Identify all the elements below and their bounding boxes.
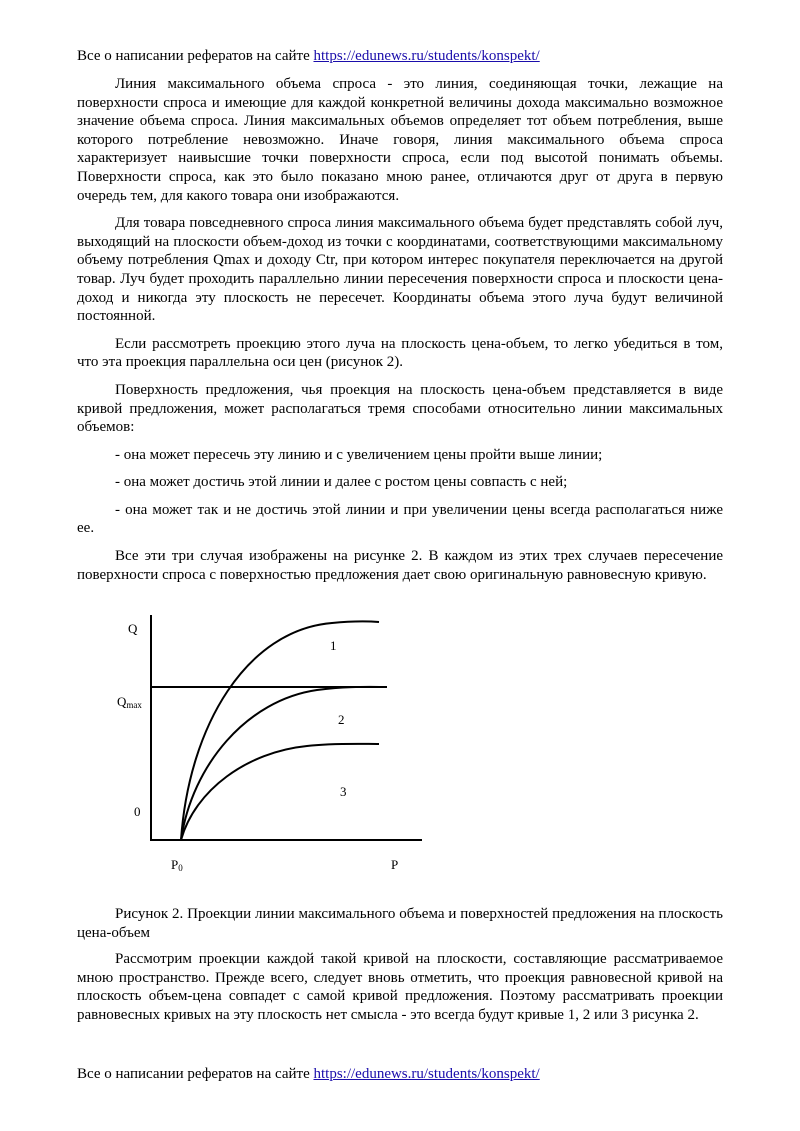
paragraph-supply-surface: Поверхность предложения, чья проекция на плоскость цена-объем представляется в виде кривой предложения, может располагаться тремя способами относительно линии максимальных объемов: (77, 381, 723, 436)
list-item: - она может пересечь эту линию и с увеличением цены пройти выше линии; (115, 446, 603, 463)
x-axis-label: P (391, 857, 399, 872)
document-body (77, 75, 723, 593)
supply-curve-3 (181, 744, 379, 840)
supply-curve-1 (181, 621, 379, 840)
list-item: - она может так и не достичь этой линии и при увеличении цены всегда располагаться ниже ее. (77, 501, 723, 537)
paragraph-three-cases: Все эти три случая изображены на рисунке 2. В каждом из этих трех случаев пересечение поверхности спроса с поверхностью предложения дает свою оригинальную равновесную кривую. (77, 548, 723, 583)
header-text: Все о написании рефератов на сайте (77, 48, 314, 64)
curve-label-2: 2 (338, 712, 345, 727)
footer-text: Все о написании рефератов на сайте (77, 1066, 314, 1082)
paragraph-daily-goods: Для товара повседневного спроса линия максимального объема будет представлять собой луч, выходящий на плоскости объем-доход из точки с координатами, соответствующими максимальному объему потребления Qmax и доходу Ctr, при котором интерес покупателя переключается на другой товар. Луч будет проходить параллельно линии пересечения поверхности спроса и плоскости цена-доход и никогда эту плоскость не пересечет. Координаты объема этого луча будут величиной постоянной. (77, 215, 723, 325)
document-tail (77, 950, 723, 1024)
paragraph-projection: Если рассмотреть проекцию этого луча на плоскость цена-объем, то легко убедиться в том, что эта проекция параллельна оси цен (рисунок 2). (77, 335, 723, 371)
curve-label-3: 3 (340, 784, 347, 799)
zero-label: 0 (134, 804, 141, 819)
y-axis-label: Q (128, 621, 138, 636)
page-header (77, 47, 727, 66)
paragraph-projections-review: Рассмотрим проекции каждой такой кривой на плоскости, составляющие рассматриваемое мною пространство. Прежде всего, следует вновь отметить, что проекция равновесной кривой на плоскость объем-цена совпадет с самой кривой предложения. Поэтому рассматривать проекции равновесных кривых на эту плоскость нет смысла - это всегда будут кривые 1, 2 или 3 рисунка 2. (77, 951, 723, 1023)
list-item: - она может достичь этой линии и далее с ростом цены совпасть с ней; (115, 474, 568, 491)
header-link[interactable]: https://edunews.ru/students/konspekt/ (313, 48, 540, 64)
footer-link[interactable]: https://edunews.ru/students/konspekt/ (313, 1066, 540, 1082)
p0-label: P0 (171, 857, 183, 873)
qmax-label: Qmax (117, 694, 142, 710)
curve-label-1: 1 (330, 638, 337, 653)
paragraph-max-volume-line: Линия максимального объема спроса - это линия, соединяющая точки, лежащие на поверхности спроса и имеющие для каждой конкретной величины дохода максимально возможное значение объема спроса. Линия максимальных объемов определяет тот объем потребления, выше которого потребление невозможно. Иначе говоря, линия максимального объема спроса характеризует наивысшие точки поверхности спроса, если под высотой понимать объемы. Поверхности спроса, как это было показано мною ранее, отличаются друг от друга в первую очередь тем, для какого товара они изображаются. (77, 76, 723, 204)
figure-2-diagram (77, 605, 457, 880)
page-footer (77, 1065, 727, 1084)
supply-curve-2 (181, 687, 387, 840)
figure-caption: Рисунок 2. Проекции линии максимального объема и поверхностей предложения на плоскость цена-объем (77, 906, 723, 941)
figure-2 (77, 605, 457, 880)
